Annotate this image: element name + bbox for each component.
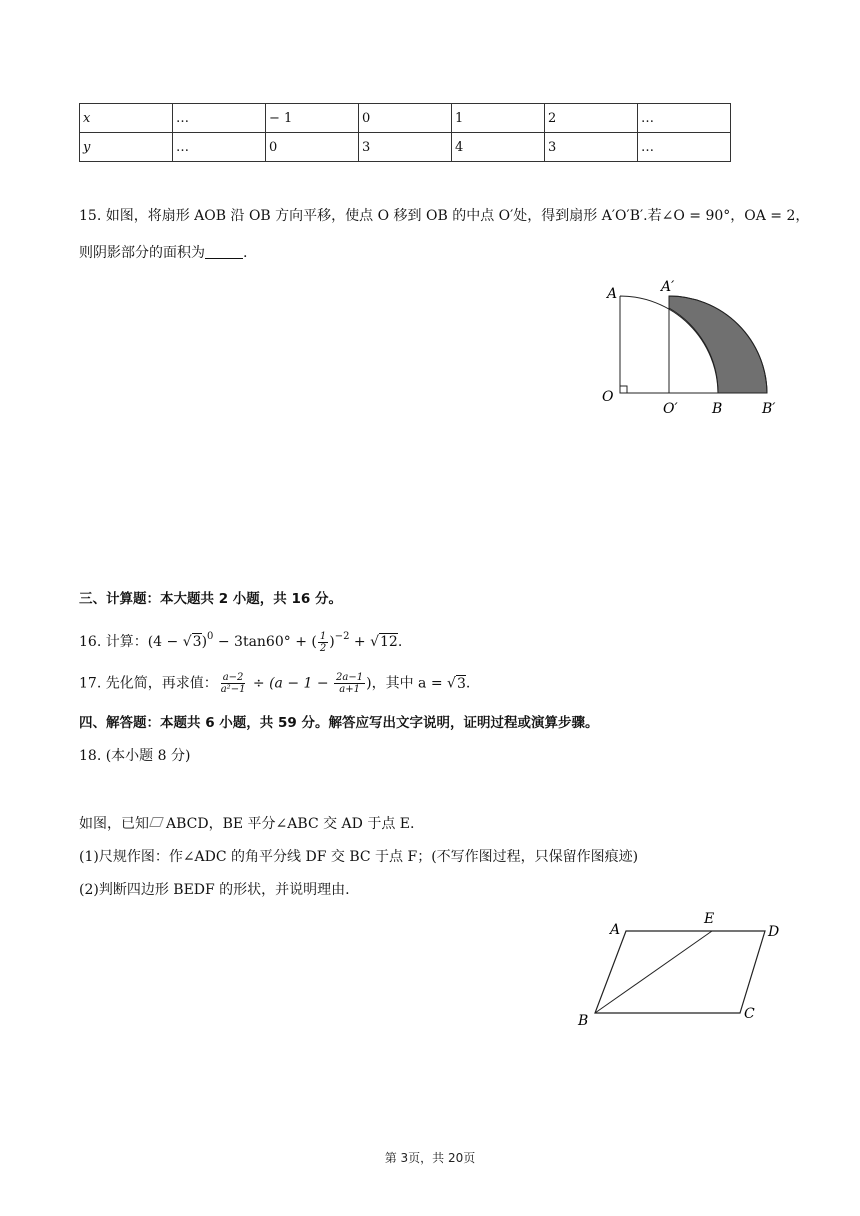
q16-part2: ) [201, 634, 208, 650]
label-A-prime: A′ [661, 279, 675, 295]
q15-line2-suffix: . [243, 245, 248, 261]
section3-heading: 三、计算题：本大题共 2 小题，共 16 分。 [79, 591, 342, 607]
q18-intro-b: ABCD，BE 平分∠ABC 交 AD 于点 E. [166, 816, 415, 832]
q18-intro-a: 如图，已知 [79, 816, 149, 832]
table-cell: … [173, 104, 266, 133]
q17-prefix: 17. 先化简，再求值： [79, 675, 218, 692]
q16-part5: + [349, 634, 371, 650]
label-D: D [768, 924, 780, 940]
q15-line1: 15. 如图，将扇形 AOB 沿 OB 方向平移，使点 O 移到 OB 的中点 O′处，得到扇形 A′O′B′.若∠O = 90°，OA = 2， [79, 208, 810, 224]
label-C: C [744, 1006, 755, 1022]
value-table [79, 103, 731, 162]
table-cell: … [638, 104, 731, 133]
segment-be [595, 931, 712, 1013]
section4-heading: 四、解答题：本题共 6 小题，共 59 分。解答应写出文字说明，证明过程或演算步骤。 [79, 715, 599, 731]
label-O-prime: O′ [663, 401, 678, 417]
shaded-region [669, 296, 767, 393]
table-cell: x [80, 104, 173, 133]
q17-close: )，其中 a = [366, 675, 448, 692]
table-cell: 1 [452, 104, 545, 133]
parallelogram-icon [149, 817, 164, 827]
q17: 17. 先化简，再求值： $\frac{a-2}{\text{a²−1}}$ ÷ (a − 1 − $\frac{2a-1}{a+1}$ )，其中 a = √3. [79, 672, 471, 695]
label-E: E [704, 911, 715, 927]
q16-half [318, 631, 328, 654]
q18-title: 18. (本小题 8 分) [79, 748, 191, 764]
answer-blank [205, 244, 243, 259]
q16-sqrt12: 12 [380, 634, 398, 650]
table-cell: 0 [266, 133, 359, 162]
q17-frac1-num: a−2 [222, 672, 244, 683]
q16: 16. 计算：$(4 - √3)^0 - 3\tan 60^\circ$ + ( $\frac{1}{2}$ )$^{-2}$ + √12. [79, 630, 403, 654]
table-cell: 2 [545, 104, 638, 133]
q16-part3: − 3tan60° + ( [213, 634, 317, 650]
q17-frac1-den: a²−1 [220, 684, 246, 695]
q16-exp0: 0 [207, 631, 214, 642]
q16-exp-neg2: −2 [334, 631, 350, 642]
label-B-prime: B′ [762, 401, 776, 417]
q18-figure [570, 905, 800, 1035]
q17-sqrt3: 3 [456, 675, 466, 692]
q17-frac1 [219, 672, 248, 695]
label-A: A [610, 922, 621, 938]
table-cell: … [173, 133, 266, 162]
q17-mid: ÷ (a − 1 − [248, 675, 334, 692]
q17-frac2 [334, 672, 365, 695]
table-cell: 3 [359, 133, 452, 162]
right-angle-mark [620, 386, 627, 393]
q17-frac2-den: a+1 [339, 684, 360, 695]
q18-part2: (2)判断四边形 BEDF 的形状，并说明理由. [79, 882, 350, 898]
q18-part1: (1)尺规作图：作∠ADC 的角平分线 DF 交 BC 于点 F；(不写作图过程，只保留作图痕迹) [79, 849, 639, 865]
table-cell: − 1 [266, 104, 359, 133]
q15-figure [595, 272, 795, 422]
table-row [80, 104, 731, 133]
q16-part1: (4 − [147, 634, 183, 650]
q18-intro [79, 814, 414, 834]
q16-prefix: 16. 计算： [79, 634, 148, 650]
q16-half-den: 2 [319, 642, 327, 654]
label-A: A [607, 286, 618, 302]
label-B: B [712, 401, 723, 417]
table-row [80, 133, 731, 162]
q15-line2 [79, 243, 247, 263]
table-cell: 0 [359, 104, 452, 133]
table-cell: y [80, 133, 173, 162]
q16-half-num: 1 [319, 630, 327, 642]
page-footer: 第 3页，共 20页 [384, 1151, 476, 1165]
q16-sqrt3: 3 [192, 634, 202, 650]
label-O: O [602, 389, 614, 405]
table-cell: 4 [452, 133, 545, 162]
table-cell: 3 [545, 133, 638, 162]
table-cell: … [638, 133, 731, 162]
parallelogram-abcd [595, 931, 765, 1013]
label-B: B [578, 1013, 589, 1029]
q17-end: . [465, 675, 471, 692]
q16-part4: ) [329, 634, 335, 650]
q16-end: . [397, 634, 403, 650]
q15-line2-prefix: 则阴影部分的面积为 [79, 245, 205, 261]
q17-frac2-num: 2a−1 [336, 672, 364, 683]
